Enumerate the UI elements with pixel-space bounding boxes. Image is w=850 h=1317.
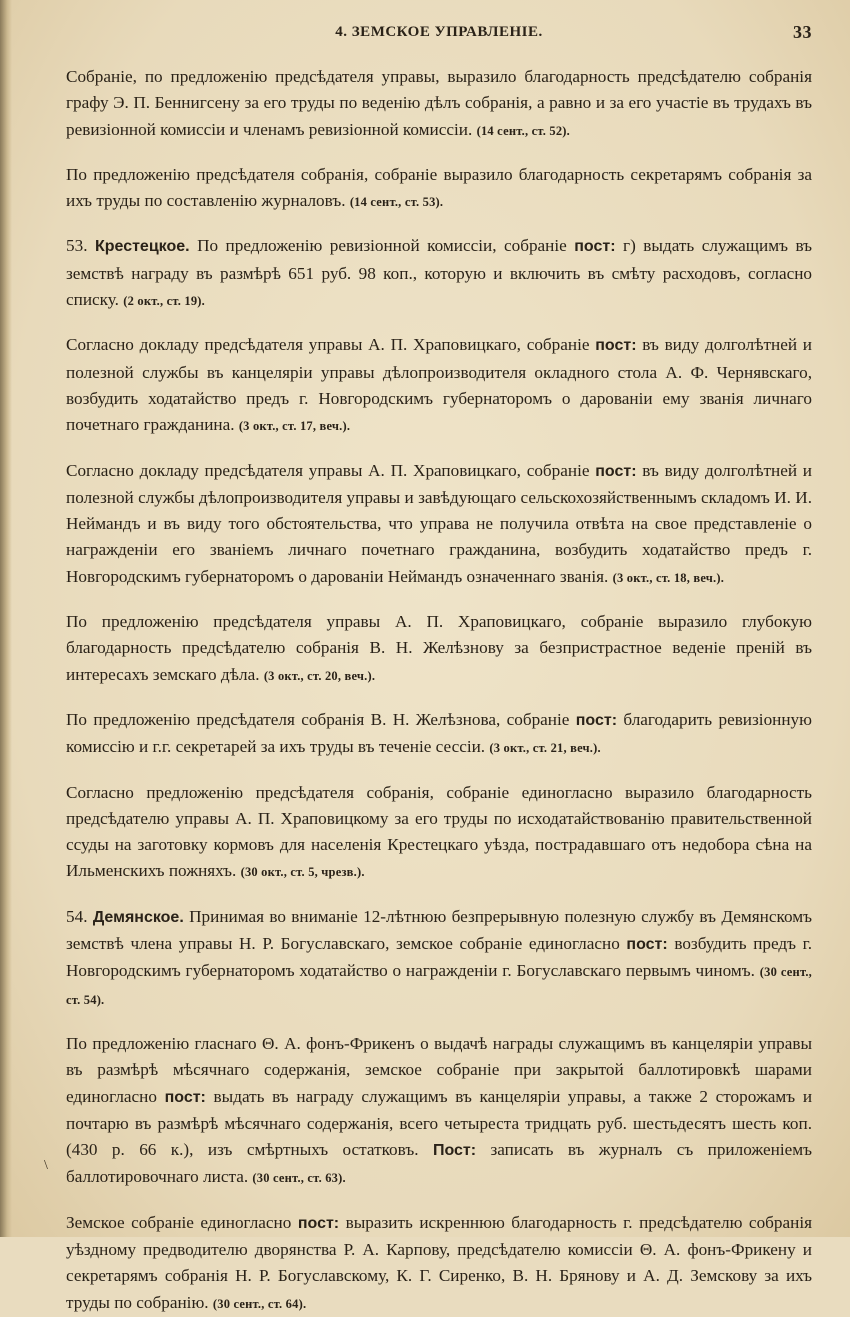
keyword: пост: <box>575 711 618 729</box>
paragraph-text: въ виду долголѣтней и полезной службы дѣлопроизводителя управы и завѣдующаго сельскохозяйственнымъ складомъ И. И. Неймандъ и въ виду того обстоятельства, что управа не получила отвѣта на свое представленіе о награжденіи его званіемъ личнаго почетнаго гражданина, возбудить ходатайство предъ г. Новгородскимъ губернаторомъ о дарованіи Неймандъ означеннаго званія. <box>66 460 813 586</box>
paragraph <box>66 233 812 314</box>
paragraph <box>66 64 812 144</box>
paragraph-text: возбудить предъ г. Новгородскимъ губернаторомъ ходатайство о награжденіи г. Богуславскаго первымъ чиномъ. <box>66 934 813 981</box>
stray-mark: \ <box>44 1158 48 1173</box>
reference: (30 сент., ст. 64). <box>212 1296 307 1311</box>
paragraph-text: Согласно докладу предсѣдателя управы А. П. Храповицкаго, собраніе <box>66 335 590 355</box>
paragraph-text: По предложенію предсѣдателя собранія, собраніе выразило благодарность секретарямъ собранія за ихъ труды по составленію журналовъ. <box>66 164 812 211</box>
paragraph-text: Собраніе, по предложенію предсѣдателя управы, выразило благодарность предсѣдателю собранія графу Э. П. Беннигсену за его труды по веденію дѣлъ собранія, а равно и за его участіе въ трудахъ въ ревизіонной комиссіи и членамъ ревизіонной комиссіи. <box>66 67 812 139</box>
section-number: 54. <box>66 906 88 926</box>
paragraph <box>66 609 812 689</box>
chapter-title: 4. ЗЕМСКОЕ УПРАВЛЕНІЕ. <box>335 24 543 40</box>
page-number: 33 <box>793 22 812 42</box>
paragraph <box>66 707 812 762</box>
reference: (3 окт., ст. 21, веч.). <box>489 741 601 756</box>
paragraph-text: Земское собраніе единогласно <box>66 1212 292 1232</box>
reference: (14 сент., ст. 52). <box>476 123 570 138</box>
section-heading: Демянское. <box>92 908 184 926</box>
reference: (3 окт., ст. 18, веч.). <box>612 570 725 585</box>
reference: (30 окт., ст. 5, чрезв.). <box>240 865 365 880</box>
reference: (30 сент., ст. 54). <box>66 965 813 1007</box>
paragraph <box>66 1031 812 1192</box>
paragraph-text: Принимая во вниманіе 12-лѣтнюю безпрерывную полезную службу въ Демянскомъ земствѣ члена управы Н. Р. Богуславскаго, земское собраніе единогласно <box>66 906 813 954</box>
reference: (3 окт., ст. 20, веч.). <box>263 668 376 683</box>
reference: (3 окт., ст. 17, веч.). <box>238 419 351 434</box>
paragraph <box>66 904 812 1013</box>
paragraph-text: Согласно докладу предсѣдателя управы А. П. Храповицкаго, собраніе <box>66 460 590 480</box>
keyword: пост: <box>595 337 637 355</box>
paragraph-text: Согласно предложенію предсѣдателя собранія, собраніе единогласно выразило благодарность предсѣдателю управы А. П. Храповицкому за его труды по исходатайствованію правительственной ссуды на заготовку кормовъ для населенія Крестецкаго уѣзда, пострадавшаго отъ недобора сѣна на Ильменскихъ пожняхъ. <box>66 782 812 881</box>
keyword: Пост: <box>432 1142 477 1160</box>
paragraph <box>66 162 812 216</box>
paragraph <box>66 1210 812 1317</box>
keyword: пост: <box>574 238 616 256</box>
reference: (2 окт., ст. 19). <box>123 294 205 309</box>
paragraph-text: благодарить ревизіонную комиссію и г.г. секретарей за ихъ труды въ теченіе сессіи. <box>66 709 812 757</box>
paragraph-text: По предложенію ревизіонной комиссіи, собраніе <box>197 236 567 256</box>
paragraph <box>66 458 812 591</box>
running-header <box>66 20 812 46</box>
section-number: 53. <box>66 236 88 256</box>
paragraph-text: По предложенію гласнаго Θ. А. фонъ-Фрикенъ о выдачѣ награды служащимъ въ канцеляріи управы въ размѣрѣ мѣсячнаго содержанія, земское собраніе при закрытой баллотировкѣ шарами единогласно <box>66 1033 812 1106</box>
paragraph-text: въ виду долголѣтней и полезной службы въ канцеляріи управы дѣлопроизводителя окладного стола А. Ф. Чернявскаго, возбудить ходатайство предъ г. Новгородскимъ губернаторомъ о дарованіи ему званія личнаго почетнаго гражданина. <box>66 335 813 435</box>
paragraph-text: записать въ журналъ съ приложеніемъ баллотировочнаго листа. <box>66 1140 812 1187</box>
keyword: пост: <box>626 936 668 954</box>
paragraph-text: г) выдать служащимъ въ земствѣ награду въ размѣрѣ 651 руб. 98 коп., которую и включить въ смѣту расходовъ, согласно списку. <box>66 236 813 310</box>
reference: (14 сент., ст. 53). <box>349 195 444 210</box>
keyword: пост: <box>164 1088 206 1106</box>
reference: (30 сент., ст. 63). <box>252 1171 346 1186</box>
section-heading: Крестецкое. <box>94 238 190 256</box>
paragraph <box>66 332 812 439</box>
keyword: пост: <box>595 462 637 480</box>
paragraph-text: По предложенію предсѣдателя собранія В. Н. Желѣзнова, собраніе <box>66 709 570 729</box>
paragraph <box>66 780 812 886</box>
paragraph-text: выдать въ награду служащимъ въ канцеляріи управы, а также 2 сторожамъ и почтарю въ размѣрѣ мѣсячнаго содержанія, всего четыреста тридцать руб. шестьдесятъ шесть коп. (430 р. 66 к.), изъ смѣртныхъ остатковъ. <box>66 1086 813 1160</box>
paragraph-text: выразить искреннюю благодарность г. предсѣдателю собранія уѣздному предводителю дворянства Р. А. Карпову, предсѣдателю комиссіи Θ. А. фонъ-Фрикену и секретарямъ собранія Н. Р. Богуславскому, К. Г. Сиренко, В. Н. Брянову и А. Д. Земскову за ихъ труды по собранію. <box>66 1212 813 1312</box>
paragraph-text: По предложенію предсѣдателя управы А. П. Храповицкаго, собраніе выразило глубокую благодарность предсѣдателю собранія В. Н. Желѣзнову за безпристрастное веденіе преній въ интересахъ земскаго дѣла. <box>66 612 812 684</box>
keyword: пост: <box>297 1214 340 1232</box>
